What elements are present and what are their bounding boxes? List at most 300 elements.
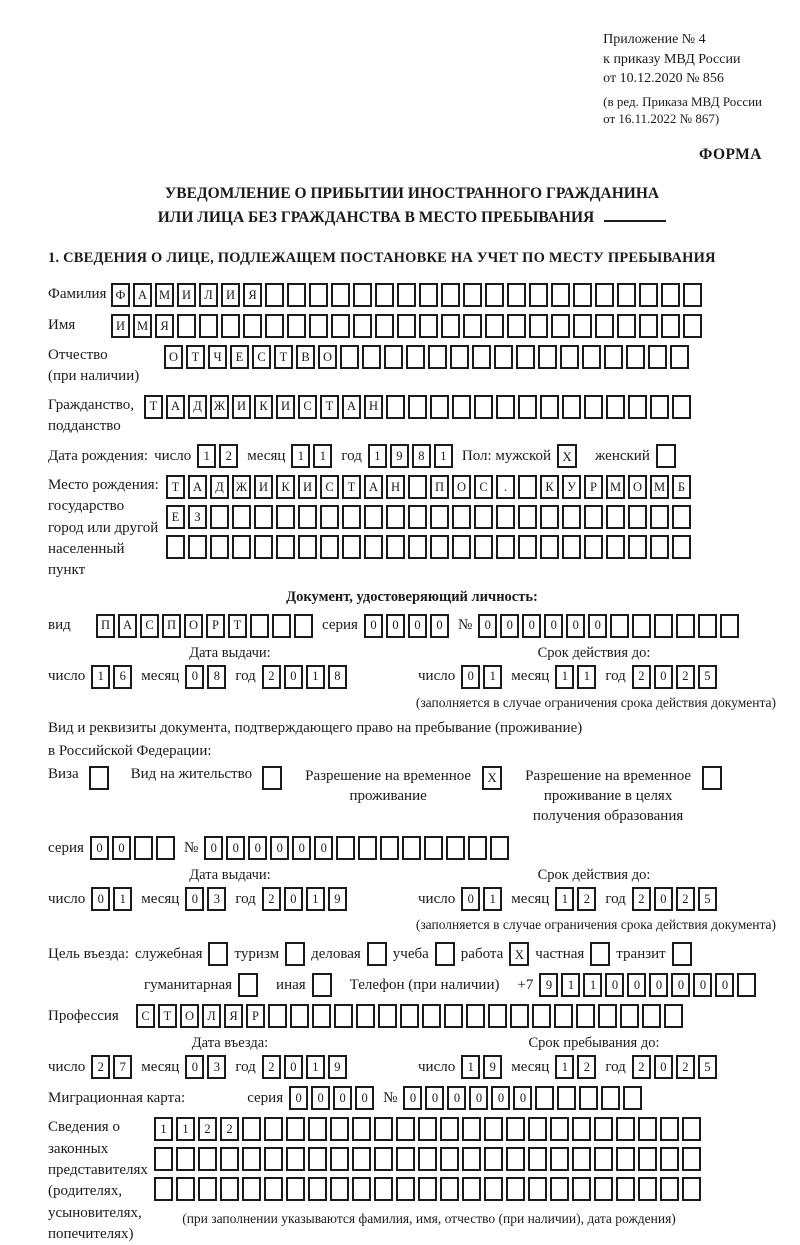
- char-cell[interactable]: [562, 535, 581, 559]
- char-cell[interactable]: 0: [333, 1086, 352, 1110]
- char-cell[interactable]: [496, 535, 515, 559]
- char-cell[interactable]: [264, 1147, 283, 1171]
- char-cell[interactable]: [154, 1147, 173, 1171]
- char-cell[interactable]: [308, 1117, 327, 1141]
- char-cell[interactable]: [334, 1004, 353, 1028]
- char-cell[interactable]: [598, 1004, 617, 1028]
- char-cell[interactable]: М: [606, 475, 625, 499]
- representatives-boxes-3[interactable]: [154, 1177, 704, 1201]
- char-cell[interactable]: [650, 535, 669, 559]
- char-cell[interactable]: [494, 345, 513, 369]
- char-cell[interactable]: Т: [228, 614, 247, 638]
- char-cell[interactable]: [254, 535, 273, 559]
- char-cell[interactable]: [353, 283, 372, 307]
- residence-valid-day-boxes[interactable]: [461, 887, 505, 911]
- char-cell[interactable]: 2: [91, 1055, 110, 1079]
- char-cell[interactable]: [374, 1147, 393, 1171]
- char-cell[interactable]: 5: [698, 1055, 717, 1079]
- identity-series-boxes[interactable]: [364, 614, 452, 638]
- char-cell[interactable]: [582, 345, 601, 369]
- edu-permit-checkbox[interactable]: [702, 766, 722, 790]
- char-cell[interactable]: [672, 395, 691, 419]
- residence-valid-month-boxes[interactable]: [555, 887, 599, 911]
- char-cell[interactable]: 0: [90, 836, 109, 860]
- char-cell[interactable]: К: [540, 475, 559, 499]
- char-cell[interactable]: 1: [313, 444, 332, 468]
- char-cell[interactable]: 0: [204, 836, 223, 860]
- char-cell[interactable]: Ч: [208, 345, 227, 369]
- char-cell[interactable]: С: [474, 475, 493, 499]
- char-cell[interactable]: Я: [243, 283, 262, 307]
- char-cell[interactable]: Д: [188, 395, 207, 419]
- char-cell[interactable]: [232, 535, 251, 559]
- char-cell[interactable]: С: [320, 475, 339, 499]
- char-cell[interactable]: 9: [390, 444, 409, 468]
- phone-boxes[interactable]: [539, 973, 759, 997]
- char-cell[interactable]: 2: [676, 887, 695, 911]
- char-cell[interactable]: 0: [284, 887, 303, 911]
- char-cell[interactable]: [682, 1177, 701, 1201]
- char-cell[interactable]: 7: [113, 1055, 132, 1079]
- char-cell[interactable]: 9: [328, 1055, 347, 1079]
- char-cell[interactable]: У: [562, 475, 581, 499]
- char-cell[interactable]: [221, 314, 240, 338]
- char-cell[interactable]: [648, 345, 667, 369]
- char-cell[interactable]: 0: [430, 614, 449, 638]
- char-cell[interactable]: [254, 505, 273, 529]
- char-cell[interactable]: [276, 535, 295, 559]
- char-cell[interactable]: 1: [306, 887, 325, 911]
- char-cell[interactable]: 3: [207, 887, 226, 911]
- residence-number-boxes[interactable]: [204, 836, 512, 860]
- char-cell[interactable]: [562, 505, 581, 529]
- char-cell[interactable]: 8: [328, 665, 347, 689]
- char-cell[interactable]: 0: [469, 1086, 488, 1110]
- char-cell[interactable]: [560, 345, 579, 369]
- char-cell[interactable]: [594, 1147, 613, 1171]
- char-cell[interactable]: [528, 1147, 547, 1171]
- char-cell[interactable]: [264, 1177, 283, 1201]
- char-cell[interactable]: [606, 535, 625, 559]
- residence-permit-checkbox[interactable]: [262, 766, 282, 790]
- char-cell[interactable]: [380, 836, 399, 860]
- char-cell[interactable]: [374, 1117, 393, 1141]
- char-cell[interactable]: [551, 283, 570, 307]
- char-cell[interactable]: 0: [314, 836, 333, 860]
- char-cell[interactable]: [362, 345, 381, 369]
- char-cell[interactable]: [352, 1117, 371, 1141]
- char-cell[interactable]: 0: [284, 665, 303, 689]
- char-cell[interactable]: [375, 283, 394, 307]
- char-cell[interactable]: [441, 314, 460, 338]
- char-cell[interactable]: [276, 505, 295, 529]
- char-cell[interactable]: 1: [91, 665, 110, 689]
- char-cell[interactable]: [418, 1177, 437, 1201]
- birth-place-boxes-1[interactable]: [166, 475, 694, 499]
- char-cell[interactable]: 0: [671, 973, 690, 997]
- char-cell[interactable]: 1: [461, 1055, 480, 1079]
- char-cell[interactable]: 0: [649, 973, 668, 997]
- char-cell[interactable]: [220, 1147, 239, 1171]
- char-cell[interactable]: А: [118, 614, 137, 638]
- char-cell[interactable]: [422, 1004, 441, 1028]
- char-cell[interactable]: 9: [483, 1055, 502, 1079]
- char-cell[interactable]: 1: [434, 444, 453, 468]
- char-cell[interactable]: 5: [698, 887, 717, 911]
- char-cell[interactable]: [176, 1147, 195, 1171]
- char-cell[interactable]: 0: [461, 887, 480, 911]
- char-cell[interactable]: Т: [274, 345, 293, 369]
- char-cell[interactable]: [463, 314, 482, 338]
- char-cell[interactable]: [506, 1147, 525, 1171]
- char-cell[interactable]: [428, 345, 447, 369]
- char-cell[interactable]: 0: [248, 836, 267, 860]
- char-cell[interactable]: [430, 535, 449, 559]
- char-cell[interactable]: [538, 345, 557, 369]
- char-cell[interactable]: [528, 1117, 547, 1141]
- char-cell[interactable]: [518, 475, 537, 499]
- char-cell[interactable]: Ж: [232, 475, 251, 499]
- residence-issued-day-boxes[interactable]: [91, 887, 135, 911]
- char-cell[interactable]: [698, 614, 717, 638]
- char-cell[interactable]: [654, 614, 673, 638]
- char-cell[interactable]: 0: [461, 665, 480, 689]
- char-cell[interactable]: [320, 505, 339, 529]
- char-cell[interactable]: 0: [270, 836, 289, 860]
- char-cell[interactable]: [550, 1147, 569, 1171]
- char-cell[interactable]: З: [188, 505, 207, 529]
- birth-place-boxes-2[interactable]: [166, 505, 694, 529]
- char-cell[interactable]: [472, 345, 491, 369]
- char-cell[interactable]: И: [298, 475, 317, 499]
- char-cell[interactable]: [573, 314, 592, 338]
- char-cell[interactable]: [584, 395, 603, 419]
- char-cell[interactable]: [444, 1004, 463, 1028]
- char-cell[interactable]: [626, 345, 645, 369]
- char-cell[interactable]: [384, 345, 403, 369]
- given-name-boxes[interactable]: [111, 314, 705, 338]
- char-cell[interactable]: [650, 395, 669, 419]
- char-cell[interactable]: К: [254, 395, 273, 419]
- char-cell[interactable]: 2: [577, 1055, 596, 1079]
- char-cell[interactable]: [232, 505, 251, 529]
- char-cell[interactable]: И: [232, 395, 251, 419]
- char-cell[interactable]: [268, 1004, 287, 1028]
- char-cell[interactable]: [166, 535, 185, 559]
- char-cell[interactable]: [506, 1177, 525, 1201]
- char-cell[interactable]: [198, 1147, 217, 1171]
- char-cell[interactable]: 0: [91, 887, 110, 911]
- temp-permit-checkbox[interactable]: X: [482, 766, 502, 790]
- char-cell[interactable]: 3: [207, 1055, 226, 1079]
- char-cell[interactable]: 0: [284, 1055, 303, 1079]
- char-cell[interactable]: 2: [577, 887, 596, 911]
- char-cell[interactable]: О: [452, 475, 471, 499]
- char-cell[interactable]: 0: [654, 665, 673, 689]
- char-cell[interactable]: [356, 1004, 375, 1028]
- char-cell[interactable]: 1: [154, 1117, 173, 1141]
- char-cell[interactable]: Т: [342, 475, 361, 499]
- char-cell[interactable]: 0: [364, 614, 383, 638]
- char-cell[interactable]: [601, 1086, 620, 1110]
- char-cell[interactable]: [516, 345, 535, 369]
- stay-day-boxes[interactable]: [461, 1055, 505, 1079]
- char-cell[interactable]: 0: [544, 614, 563, 638]
- char-cell[interactable]: [661, 283, 680, 307]
- char-cell[interactable]: Н: [364, 395, 383, 419]
- char-cell[interactable]: М: [155, 283, 174, 307]
- char-cell[interactable]: Л: [202, 1004, 221, 1028]
- char-cell[interactable]: [594, 1177, 613, 1201]
- char-cell[interactable]: Я: [155, 314, 174, 338]
- char-cell[interactable]: [450, 345, 469, 369]
- char-cell[interactable]: [484, 1117, 503, 1141]
- representatives-boxes-1[interactable]: [154, 1117, 704, 1141]
- identity-valid-month-boxes[interactable]: [555, 665, 599, 689]
- char-cell[interactable]: [720, 614, 739, 638]
- char-cell[interactable]: [440, 1117, 459, 1141]
- char-cell[interactable]: [540, 505, 559, 529]
- char-cell[interactable]: О: [180, 1004, 199, 1028]
- char-cell[interactable]: [408, 395, 427, 419]
- char-cell[interactable]: [518, 395, 537, 419]
- char-cell[interactable]: [242, 1117, 261, 1141]
- char-cell[interactable]: О: [318, 345, 337, 369]
- char-cell[interactable]: [312, 1004, 331, 1028]
- char-cell[interactable]: 0: [588, 614, 607, 638]
- char-cell[interactable]: [452, 535, 471, 559]
- char-cell[interactable]: 6: [113, 665, 132, 689]
- purpose-tourism-checkbox[interactable]: [285, 942, 305, 966]
- char-cell[interactable]: [584, 505, 603, 529]
- char-cell[interactable]: 2: [632, 887, 651, 911]
- char-cell[interactable]: [418, 1147, 437, 1171]
- char-cell[interactable]: 1: [368, 444, 387, 468]
- char-cell[interactable]: С: [136, 1004, 155, 1028]
- char-cell[interactable]: [446, 836, 465, 860]
- char-cell[interactable]: [540, 395, 559, 419]
- char-cell[interactable]: [308, 1147, 327, 1171]
- char-cell[interactable]: Ф: [111, 283, 130, 307]
- identity-number-boxes[interactable]: [478, 614, 742, 638]
- char-cell[interactable]: С: [140, 614, 159, 638]
- residence-valid-year-boxes[interactable]: [632, 887, 720, 911]
- purpose-private-checkbox[interactable]: [590, 942, 610, 966]
- char-cell[interactable]: [474, 395, 493, 419]
- birth-year-boxes[interactable]: [368, 444, 456, 468]
- char-cell[interactable]: [661, 314, 680, 338]
- char-cell[interactable]: [419, 314, 438, 338]
- char-cell[interactable]: 0: [292, 836, 311, 860]
- char-cell[interactable]: Е: [230, 345, 249, 369]
- char-cell[interactable]: 5: [698, 665, 717, 689]
- char-cell[interactable]: 9: [539, 973, 558, 997]
- char-cell[interactable]: [550, 1117, 569, 1141]
- char-cell[interactable]: 2: [262, 887, 281, 911]
- char-cell[interactable]: [441, 283, 460, 307]
- char-cell[interactable]: [298, 535, 317, 559]
- char-cell[interactable]: 0: [311, 1086, 330, 1110]
- char-cell[interactable]: А: [364, 475, 383, 499]
- entry-year-boxes[interactable]: [262, 1055, 350, 1079]
- char-cell[interactable]: [386, 505, 405, 529]
- char-cell[interactable]: [336, 836, 355, 860]
- char-cell[interactable]: 0: [654, 1055, 673, 1079]
- char-cell[interactable]: [660, 1147, 679, 1171]
- char-cell[interactable]: [484, 1177, 503, 1201]
- char-cell[interactable]: Т: [320, 395, 339, 419]
- char-cell[interactable]: И: [276, 395, 295, 419]
- char-cell[interactable]: [551, 314, 570, 338]
- char-cell[interactable]: [287, 283, 306, 307]
- char-cell[interactable]: 1: [483, 665, 502, 689]
- char-cell[interactable]: [418, 1117, 437, 1141]
- char-cell[interactable]: [298, 505, 317, 529]
- char-cell[interactable]: 2: [262, 1055, 281, 1079]
- char-cell[interactable]: [632, 614, 651, 638]
- char-cell[interactable]: [463, 283, 482, 307]
- char-cell[interactable]: [595, 314, 614, 338]
- char-cell[interactable]: [550, 1177, 569, 1201]
- stay-month-boxes[interactable]: [555, 1055, 599, 1079]
- sex-male-checkbox[interactable]: X: [557, 444, 577, 468]
- char-cell[interactable]: 2: [676, 665, 695, 689]
- char-cell[interactable]: С: [298, 395, 317, 419]
- char-cell[interactable]: [378, 1004, 397, 1028]
- char-cell[interactable]: О: [628, 475, 647, 499]
- char-cell[interactable]: 0: [491, 1086, 510, 1110]
- char-cell[interactable]: 1: [577, 665, 596, 689]
- char-cell[interactable]: 1: [555, 1055, 574, 1079]
- char-cell[interactable]: [628, 535, 647, 559]
- purpose-other-checkbox[interactable]: [312, 973, 332, 997]
- char-cell[interactable]: М: [133, 314, 152, 338]
- char-cell[interactable]: [496, 505, 515, 529]
- char-cell[interactable]: [572, 1117, 591, 1141]
- char-cell[interactable]: [572, 1147, 591, 1171]
- char-cell[interactable]: 1: [113, 887, 132, 911]
- identity-valid-year-boxes[interactable]: [632, 665, 720, 689]
- char-cell[interactable]: [386, 395, 405, 419]
- char-cell[interactable]: [408, 475, 427, 499]
- char-cell[interactable]: [309, 283, 328, 307]
- birth-place-boxes-3[interactable]: [166, 535, 694, 559]
- char-cell[interactable]: [610, 614, 629, 638]
- char-cell[interactable]: 2: [262, 665, 281, 689]
- char-cell[interactable]: [616, 1177, 635, 1201]
- char-cell[interactable]: 2: [198, 1117, 217, 1141]
- char-cell[interactable]: [672, 535, 691, 559]
- char-cell[interactable]: [290, 1004, 309, 1028]
- char-cell[interactable]: [408, 505, 427, 529]
- char-cell[interactable]: Р: [246, 1004, 265, 1028]
- char-cell[interactable]: [462, 1147, 481, 1171]
- char-cell[interactable]: [682, 1147, 701, 1171]
- char-cell[interactable]: [198, 1177, 217, 1201]
- char-cell[interactable]: Е: [166, 505, 185, 529]
- char-cell[interactable]: [518, 505, 537, 529]
- char-cell[interactable]: [340, 345, 359, 369]
- char-cell[interactable]: [529, 314, 548, 338]
- char-cell[interactable]: [358, 836, 377, 860]
- char-cell[interactable]: [440, 1147, 459, 1171]
- char-cell[interactable]: [496, 395, 515, 419]
- char-cell[interactable]: [309, 314, 328, 338]
- char-cell[interactable]: [604, 345, 623, 369]
- char-cell[interactable]: [573, 283, 592, 307]
- char-cell[interactable]: [672, 505, 691, 529]
- char-cell[interactable]: [330, 1177, 349, 1201]
- char-cell[interactable]: А: [166, 395, 185, 419]
- entry-month-boxes[interactable]: [185, 1055, 229, 1079]
- char-cell[interactable]: [507, 283, 526, 307]
- char-cell[interactable]: [386, 535, 405, 559]
- char-cell[interactable]: 0: [513, 1086, 532, 1110]
- char-cell[interactable]: [639, 283, 658, 307]
- char-cell[interactable]: [606, 505, 625, 529]
- char-cell[interactable]: 1: [306, 1055, 325, 1079]
- identity-issued-month-boxes[interactable]: [185, 665, 229, 689]
- surname-boxes[interactable]: [111, 283, 705, 307]
- residence-issued-year-boxes[interactable]: [262, 887, 350, 911]
- char-cell[interactable]: Я: [224, 1004, 243, 1028]
- char-cell[interactable]: И: [221, 283, 240, 307]
- char-cell[interactable]: [199, 314, 218, 338]
- char-cell[interactable]: [664, 1004, 683, 1028]
- char-cell[interactable]: [353, 314, 372, 338]
- sex-female-checkbox[interactable]: [656, 444, 676, 468]
- char-cell[interactable]: [424, 836, 443, 860]
- char-cell[interactable]: [676, 614, 695, 638]
- char-cell[interactable]: [286, 1117, 305, 1141]
- char-cell[interactable]: [474, 535, 493, 559]
- char-cell[interactable]: [660, 1177, 679, 1201]
- char-cell[interactable]: 9: [328, 887, 347, 911]
- char-cell[interactable]: [287, 314, 306, 338]
- char-cell[interactable]: [579, 1086, 598, 1110]
- char-cell[interactable]: 0: [500, 614, 519, 638]
- char-cell[interactable]: [584, 535, 603, 559]
- char-cell[interactable]: [176, 1177, 195, 1201]
- char-cell[interactable]: 0: [425, 1086, 444, 1110]
- char-cell[interactable]: [342, 505, 361, 529]
- char-cell[interactable]: [243, 314, 262, 338]
- char-cell[interactable]: [294, 614, 313, 638]
- char-cell[interactable]: 1: [176, 1117, 195, 1141]
- char-cell[interactable]: М: [650, 475, 669, 499]
- char-cell[interactable]: [210, 505, 229, 529]
- char-cell[interactable]: 0: [112, 836, 131, 860]
- char-cell[interactable]: [616, 1147, 635, 1171]
- char-cell[interactable]: [396, 1117, 415, 1141]
- char-cell[interactable]: Л: [199, 283, 218, 307]
- char-cell[interactable]: [402, 836, 421, 860]
- char-cell[interactable]: Н: [386, 475, 405, 499]
- char-cell[interactable]: [595, 283, 614, 307]
- char-cell[interactable]: [330, 1147, 349, 1171]
- char-cell[interactable]: И: [254, 475, 273, 499]
- char-cell[interactable]: .: [496, 475, 515, 499]
- purpose-humanitarian-checkbox[interactable]: [238, 973, 258, 997]
- char-cell[interactable]: [488, 1004, 507, 1028]
- migration-series-boxes[interactable]: [289, 1086, 377, 1110]
- identity-issued-day-boxes[interactable]: [91, 665, 135, 689]
- char-cell[interactable]: [264, 1117, 283, 1141]
- char-cell[interactable]: Д: [210, 475, 229, 499]
- char-cell[interactable]: 0: [605, 973, 624, 997]
- char-cell[interactable]: 0: [715, 973, 734, 997]
- char-cell[interactable]: [616, 1117, 635, 1141]
